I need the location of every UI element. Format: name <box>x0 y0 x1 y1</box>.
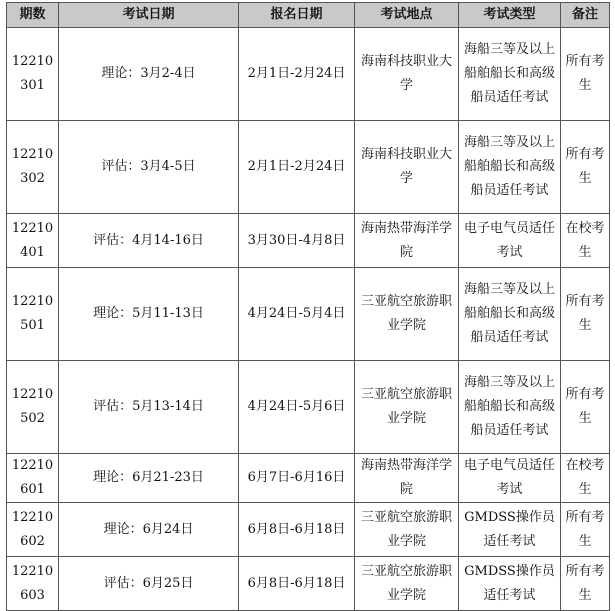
cell-registration-date: 6月7日-6月16日 <box>239 454 355 503</box>
cell-period: 12210603 <box>7 557 59 611</box>
table-row <box>7 28 610 121</box>
cell-registration-date: 4月24日-5月6日 <box>239 361 355 454</box>
cell-registration-date: 6月8日-6月18日 <box>239 557 355 611</box>
table-row <box>7 361 610 454</box>
table-body <box>7 28 610 611</box>
cell-location: 海南热带海洋学院 <box>355 214 459 268</box>
header-row <box>7 3 610 28</box>
cell-exam-type: 电子电气员适任考试 <box>459 454 561 503</box>
cell-registration-date: 2月1日-2月24日 <box>239 121 355 214</box>
cell-location: 海南科技职业大学 <box>355 28 459 121</box>
cell-exam-type: 海船三等及以上船舶船长和高级船员适任考试 <box>459 121 561 214</box>
cell-note: 所有考生 <box>561 557 610 611</box>
header-location: 考试地点 <box>355 3 459 28</box>
cell-note: 所有考生 <box>561 28 610 121</box>
cell-period: 12210401 <box>7 214 59 268</box>
cell-location: 海南热带海洋学院 <box>355 454 459 503</box>
cell-note: 所有考生 <box>561 268 610 361</box>
cell-exam-date: 评估：3月4-5日 <box>59 121 239 214</box>
cell-registration-date: 3月30日-4月8日 <box>239 214 355 268</box>
cell-period: 12210301 <box>7 28 59 121</box>
cell-exam-date: 理论：3月2-4日 <box>59 28 239 121</box>
cell-note: 在校考生 <box>561 214 610 268</box>
cell-exam-type: 电子电气员适任考试 <box>459 214 561 268</box>
cell-period: 12210601 <box>7 454 59 503</box>
cell-period: 12210502 <box>7 361 59 454</box>
cell-exam-type: 海船三等及以上船舶船长和高级船员适任考试 <box>459 361 561 454</box>
table-header <box>7 3 610 28</box>
cell-exam-type: GMDSS操作员适任考试 <box>459 503 561 557</box>
table-row <box>7 214 610 268</box>
header-period: 期数 <box>7 3 59 28</box>
table-row <box>7 503 610 557</box>
cell-location: 海南科技职业大学 <box>355 121 459 214</box>
cell-location: 三亚航空旅游职业学院 <box>355 503 459 557</box>
header-registration-date: 报名日期 <box>239 3 355 28</box>
cell-exam-date: 理论：5月11-13日 <box>59 268 239 361</box>
table-row <box>7 557 610 611</box>
cell-period: 12210302 <box>7 121 59 214</box>
cell-exam-type: GMDSS操作员适任考试 <box>459 557 561 611</box>
table-row <box>7 454 610 503</box>
header-note: 备注 <box>561 3 610 28</box>
cell-period: 12210501 <box>7 268 59 361</box>
cell-location: 三亚航空旅游职业学院 <box>355 268 459 361</box>
cell-note: 所有考生 <box>561 503 610 557</box>
cell-note: 所有考生 <box>561 121 610 214</box>
exam-schedule-table <box>6 2 610 611</box>
cell-exam-date: 评估：4月14-16日 <box>59 214 239 268</box>
cell-exam-type: 海船三等及以上船舶船长和高级船员适任考试 <box>459 268 561 361</box>
cell-exam-type: 海船三等及以上船舶船长和高级船员适任考试 <box>459 28 561 121</box>
header-exam-date: 考试日期 <box>59 3 239 28</box>
cell-period: 12210602 <box>7 503 59 557</box>
cell-location: 三亚航空旅游职业学院 <box>355 557 459 611</box>
cell-location: 三亚航空旅游职业学院 <box>355 361 459 454</box>
cell-registration-date: 2月1日-2月24日 <box>239 28 355 121</box>
table-row <box>7 268 610 361</box>
header-exam-type: 考试类型 <box>459 3 561 28</box>
cell-registration-date: 4月24日-5月4日 <box>239 268 355 361</box>
cell-note: 所有考生 <box>561 361 610 454</box>
cell-exam-date: 理论：6月21-23日 <box>59 454 239 503</box>
cell-note: 在校考生 <box>561 454 610 503</box>
table-row <box>7 121 610 214</box>
cell-exam-date: 评估：6月25日 <box>59 557 239 611</box>
cell-exam-date: 评估：5月13-14日 <box>59 361 239 454</box>
cell-registration-date: 6月8日-6月18日 <box>239 503 355 557</box>
cell-exam-date: 理论：6月24日 <box>59 503 239 557</box>
